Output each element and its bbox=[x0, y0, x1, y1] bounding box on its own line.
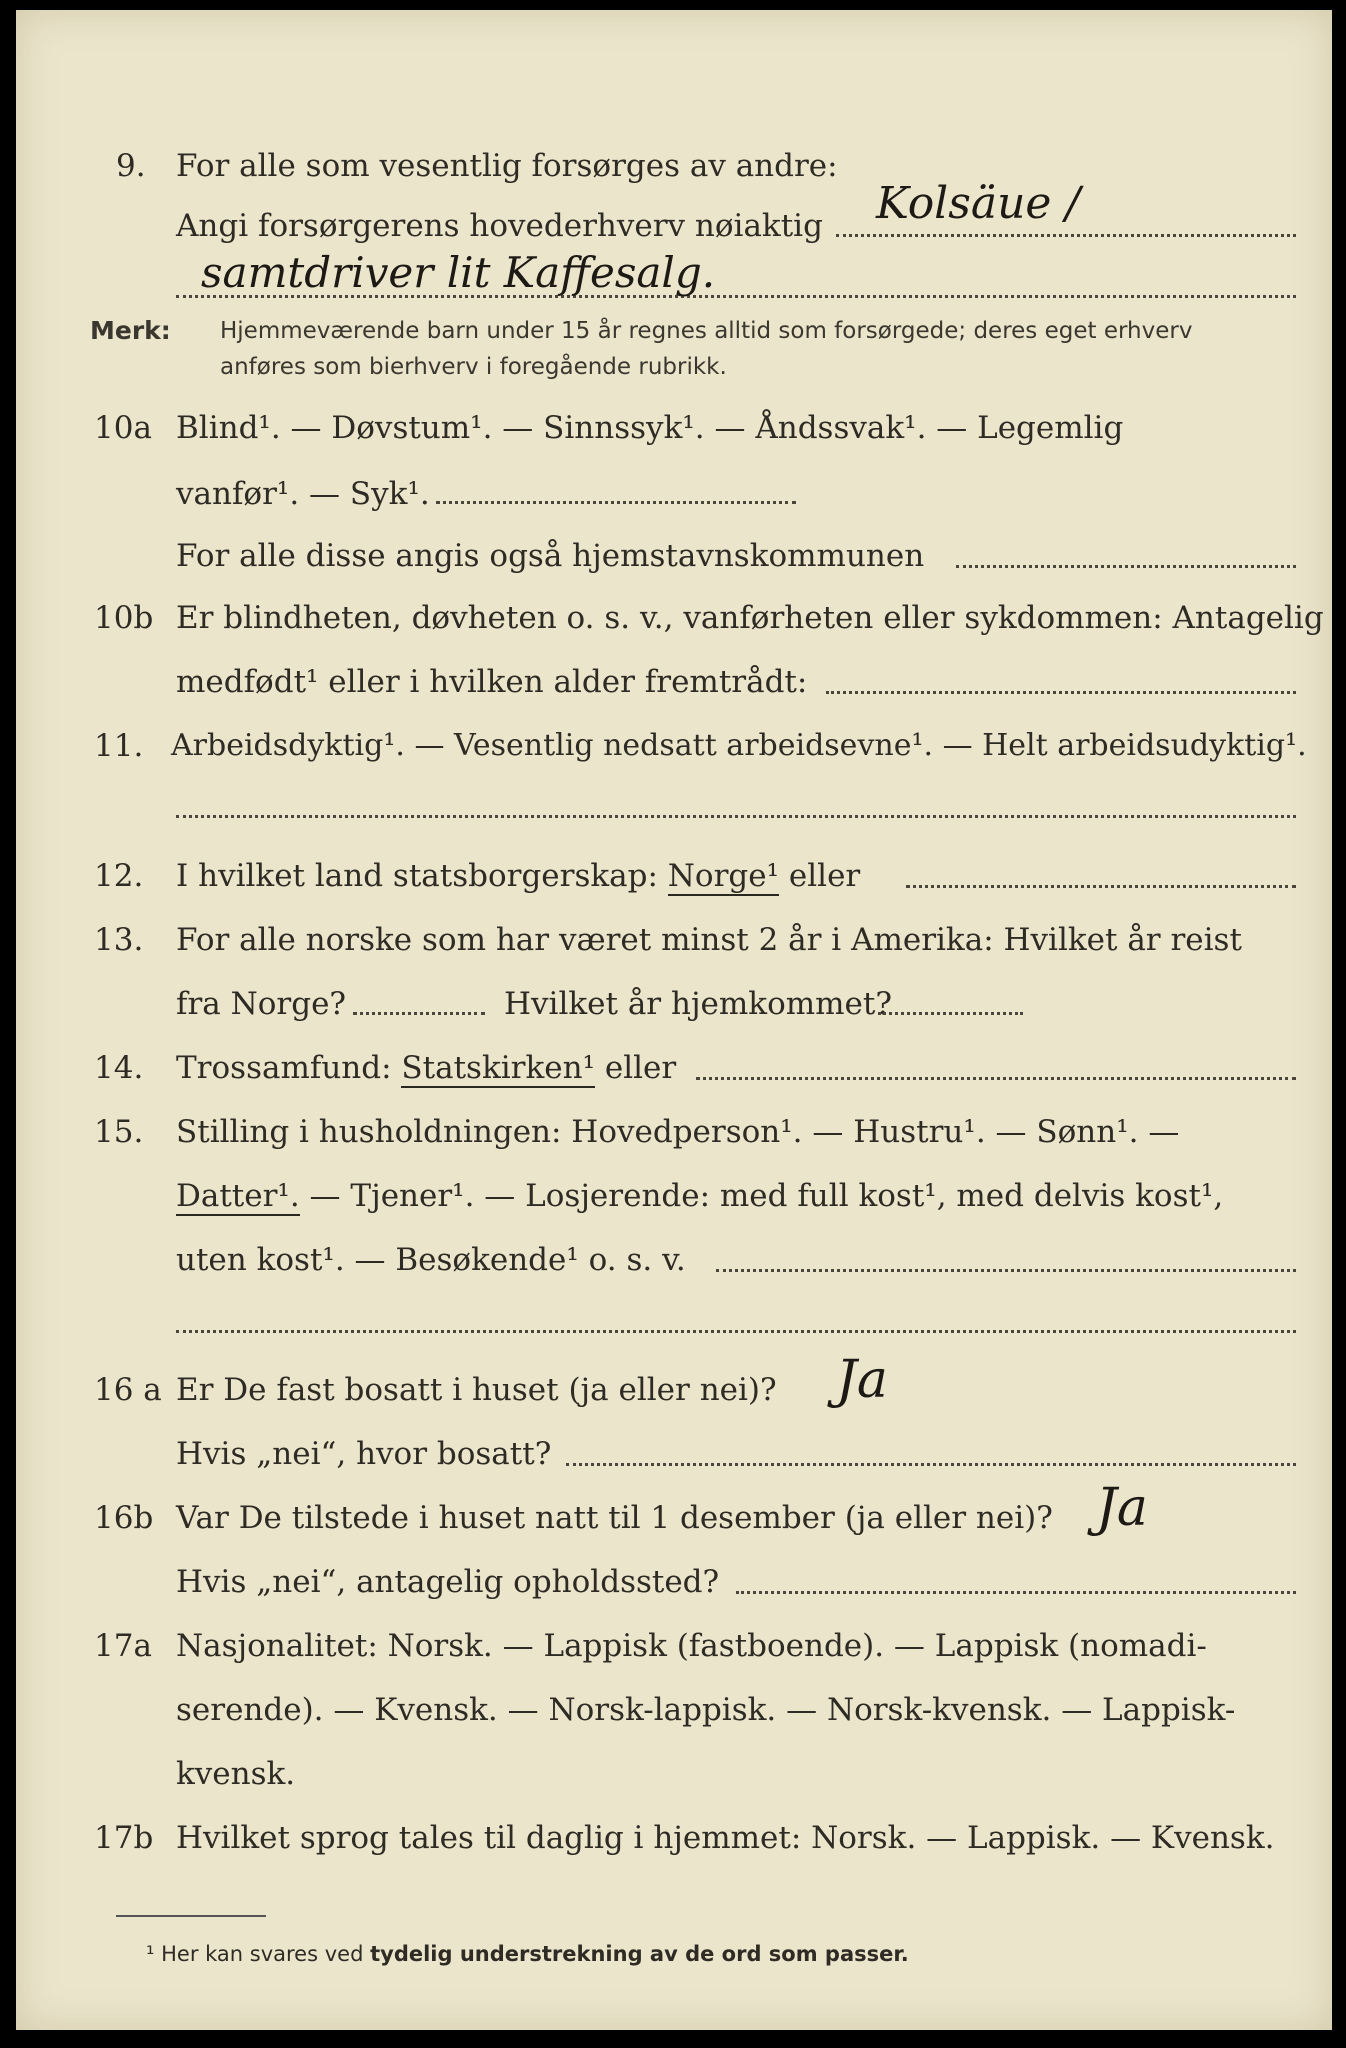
q15-datter-underlined[interactable]: Datter¹. bbox=[176, 1178, 300, 1214]
footnote-mark: ¹ bbox=[146, 1942, 155, 1966]
q10b-line2: medfødt¹ eller i hvilken alder fremtrådt: bbox=[176, 664, 808, 700]
q16b-number: 16b bbox=[94, 1500, 154, 1536]
q16a-handwritten-answer: Ja bbox=[836, 1350, 888, 1410]
q16b-line2: Hvis „nei“, antagelig opholdssted? bbox=[176, 1564, 720, 1600]
q9-line1: For alle som vesentlig forsørges av andre: bbox=[176, 148, 838, 184]
q10b-answer-line[interactable] bbox=[826, 691, 1296, 694]
q16b-answer-line[interactable] bbox=[736, 1591, 1296, 1594]
q9-answer-line[interactable] bbox=[836, 234, 1296, 237]
q12-norge-underlined[interactable]: Norge¹ bbox=[667, 858, 780, 894]
q15-line1: Stilling i husholdningen: Hovedperson¹. — Hustru¹. — Sønn¹. — bbox=[176, 1114, 1180, 1150]
q17a-line2: serende). — Kvensk. — Norsk-lappisk. — Norsk-kvensk. — Lappisk- bbox=[176, 1692, 1236, 1728]
q15-answer-line[interactable] bbox=[716, 1269, 1296, 1272]
q13-line2b: Hvilket år hjemkommet? bbox=[504, 986, 892, 1022]
q17a-line3: kvensk. bbox=[176, 1756, 296, 1792]
q12-pre: I hvilket land statsborgerskap: bbox=[176, 858, 658, 894]
q10a-syk-line[interactable] bbox=[436, 501, 796, 504]
q11-answer-line[interactable] bbox=[176, 815, 1296, 818]
q9-handwritten-answer2: samtdriver lit Kaffesalg. bbox=[201, 248, 716, 297]
q15-number: 15. bbox=[94, 1114, 144, 1150]
q11-line1: Arbeidsdyktig¹. — Vesentlig nedsatt arbeidsevne¹. — Helt arbeidsudyktig¹. bbox=[171, 728, 1307, 763]
merk-line1: Hjemmeværende barn under 15 år regnes alltid som forsørgede; deres eget erhverv bbox=[220, 318, 1193, 344]
q16a-line1: Er De fast bosatt i huset (ja eller nei)? bbox=[176, 1372, 777, 1408]
q10b-line1: Er blindheten, døvheten o. s. v., vanførheten eller sykdommen: Antagelig bbox=[176, 600, 1324, 636]
q15-line2b: — Tjener¹. — Losjerende: med full kost¹, med delvis kost¹, bbox=[299, 1178, 1224, 1214]
q14-text bbox=[176, 1050, 676, 1086]
q16a-line2: Hvis „nei“, hvor bosatt? bbox=[176, 1436, 552, 1472]
q14-number: 14. bbox=[94, 1050, 144, 1086]
q10a-line1: Blind¹. — Døvstum¹. — Sinnssyk¹. — Åndssvak¹. — Legemlig bbox=[176, 410, 1124, 446]
merk-label: Merk: bbox=[90, 316, 171, 345]
q13-line2a: fra Norge? bbox=[176, 986, 347, 1022]
q16a-answer-line[interactable] bbox=[566, 1463, 1296, 1466]
q10a-kommune-line[interactable] bbox=[956, 565, 1296, 568]
q10a-line2: vanfør¹. — Syk¹. bbox=[176, 476, 430, 512]
q9-line2: Angi forsørgerens hovederhverv nøiaktig bbox=[176, 208, 823, 244]
footnote-text: Her kan svares ved bbox=[161, 1942, 364, 1966]
q9-number: 9. bbox=[116, 148, 146, 184]
q11-number: 11. bbox=[94, 728, 144, 764]
q15-line2 bbox=[176, 1178, 1223, 1214]
q12-post: eller bbox=[788, 858, 861, 894]
merk-line2: anføres som bierhverv i foregående rubrikk. bbox=[220, 354, 727, 380]
q14-post: eller bbox=[604, 1050, 677, 1086]
footnote bbox=[146, 1942, 909, 1966]
q13-reist-line[interactable] bbox=[353, 1012, 485, 1015]
q16b-line1: Var De tilstede i huset natt til 1 desember (ja eller nei)? bbox=[176, 1500, 1053, 1536]
q14-statskirken-underlined[interactable]: Statskirken¹ bbox=[401, 1050, 595, 1086]
q16a-number: 16 a bbox=[94, 1372, 162, 1408]
q14-answer-line[interactable] bbox=[696, 1077, 1296, 1080]
q16b-handwritten-answer: Ja bbox=[1096, 1478, 1148, 1538]
q13-number: 13. bbox=[94, 922, 144, 958]
q13-line1: For alle norske som har været minst 2 år i Amerika: Hvilket år reist bbox=[176, 922, 1242, 958]
q15-answer-line2[interactable] bbox=[176, 1330, 1296, 1333]
q12-number: 12. bbox=[94, 858, 144, 894]
q14-pre: Trossamfund: bbox=[176, 1050, 392, 1086]
q12-text bbox=[176, 858, 860, 894]
footnote-rule bbox=[116, 1915, 266, 1917]
footnote-bold-text: tydelig understrekning av de ord som passer. bbox=[370, 1942, 909, 1966]
q9-handwritten-answer1: Kolsäue / bbox=[876, 178, 1081, 229]
q17b-line1: Hvilket sprog tales til daglig i hjemmet: Norsk. — Lappisk. — Kvensk. bbox=[176, 1820, 1275, 1856]
q10a-line3: For alle disse angis også hjemstavnskommunen bbox=[176, 538, 925, 574]
q17a-number: 17a bbox=[94, 1628, 152, 1664]
q15-line3: uten kost¹. — Besøkende¹ o. s. v. bbox=[176, 1242, 686, 1278]
q17b-number: 17b bbox=[94, 1820, 154, 1856]
q17a-line1: Nasjonalitet: Norsk. — Lappisk (fastboende). — Lappisk (nomadi- bbox=[176, 1628, 1207, 1664]
census-form-page bbox=[16, 10, 1332, 2030]
q13-hjemkommet-line[interactable] bbox=[878, 1012, 1023, 1015]
q10a-number: 10a bbox=[94, 410, 152, 446]
q12-answer-line[interactable] bbox=[906, 885, 1296, 888]
q10b-number: 10b bbox=[94, 600, 154, 636]
